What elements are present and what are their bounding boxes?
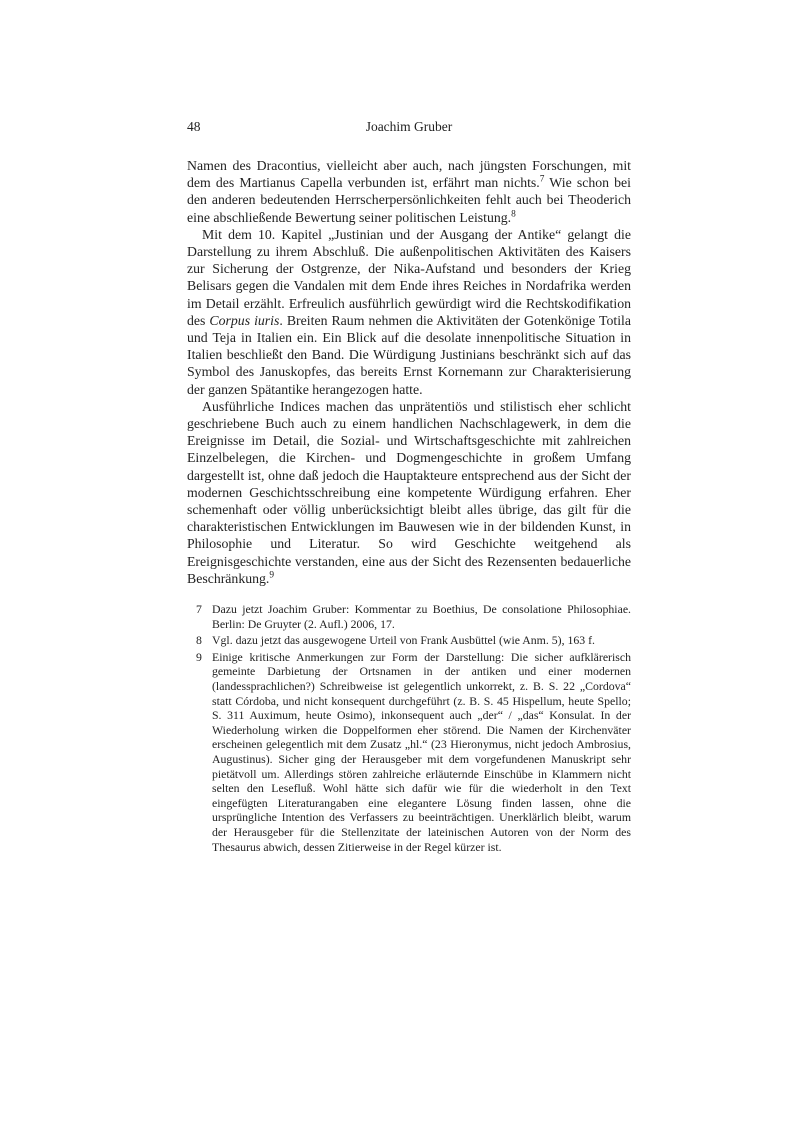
footnote-number: 9 [196, 649, 202, 664]
text-column [187, 118, 631, 856]
italic-text: Corpus iuris [209, 312, 280, 328]
running-title: Joachim Gruber [365, 119, 453, 134]
footnote-text: Einige kritische Anmerkungen zur Form der Darstellung: Die sicher aufklärerisch gemeinte Darbietung der Ortsnamen in der antiken und einer modernen (landessprachlichen?) Schreibweise ist gelegentlich unkorrekt, z. B. S. 22 „Cordova“ statt Córdoba, und nicht konsequent durchgeführt (z. B. S. 45 Hispellum, heute Spello; S. 311 Auximum, heute Osimo), inkonsequent auch „der“ / „das“ Konsulat. In der Wiederholung wirken die Doppelformen eher störend. Die Namen der Kirchenväter erscheinen gelegentlich mit dem Zusatz „hl.“ (23 Hieronymus, nicht jedoch Ambrosius, Augustinus). Sicher ging der Herausgeber mit dem vorgefundenen Manuskript sehr pietätvoll um. Allerdings stören zahlreiche erläuternde Einschübe in Klammern nicht selten den Lesefluß. Wohl hätte sich dafür wie für die wiederholt in den Text eingefügten Literaturangaben eine elegantere Lösung finden lassen, ohne die ursprüngliche Intention des Verfassers zu beeinträchtigen. Unerklärlich bleibt, warum der Herausgeber für die Stellenzitate der lateinischen Autoren von der Norm des Thesaurus abwich, dessen Zitierweise in der Regel kürzer ist. [212, 649, 631, 854]
footnotes [187, 602, 631, 854]
footnote-number: 8 [196, 633, 202, 648]
footnote [187, 633, 631, 648]
paragraph [187, 157, 631, 226]
paragraph [187, 226, 631, 398]
footnote [187, 602, 631, 631]
footnote-marker: 9 [269, 570, 275, 581]
footnote [187, 650, 631, 854]
page-header [187, 118, 631, 135]
footnote-text: Dazu jetzt Joachim Gruber: Kommentar zu Boethius, De consolatione Philosophiae. Berlin: De Gruyter (2. Aufl.) 2006, 17. [212, 602, 631, 631]
paragraph-text: Mit dem 10. Kapitel „Justinian und der Ausgang der Antike“ gelangt die Darstellung zu ihrem Abschluß. Die außenpolitischen Aktivitäten des Kaisers zur Sicherung der Ostgrenze, der Nika-Aufstand und besonders der Krieg Belisars gegen die Vandalen mit dem Ende ihres Reiches in Nordafrika werden im Detail erzählt. Erfreulich ausführlich gewürdigt wird die Rechtskodifikation des [187, 226, 631, 328]
body-text [187, 157, 631, 587]
paragraph [187, 398, 631, 587]
paragraph-text: Wie schon bei den anderen bedeutenden Herrscherpersönlichkeiten fehlt auch bei Theoderich eine abschließende Bewertung seiner politischen Leistung. [187, 175, 631, 225]
page-number: 48 [187, 119, 201, 134]
footnote-marker: 8 [511, 209, 516, 220]
footnote-number: 7 [196, 602, 202, 617]
paragraph-text: Namen des Dracontius, vielleicht aber auch, nach jüngsten Forschungen, mit dem des Martianus Capella verbunden ist, erfährt man nichts. [187, 158, 631, 191]
footnote-marker: 7 [539, 174, 545, 185]
paragraph-text: . Breiten Raum nehmen die Aktivitäten der Gotenkönige Totila und Teja in Italien ein. Ein Blick auf die desolate innenpolitische Situation in Italien beschließt den Band. Die Würdigung Justinians beschränkt sich auf das Symbol des Januskopfes, das bereits Ernst Kornemann zur Charakterisierung der ganzen Spätantike herangezogen hatte. [187, 312, 632, 397]
paragraph-text: Ausführliche Indices machen das unprätentiös und stilistisch eher schlicht geschriebene Buch auch zu einem handlichen Nachschlagewerk, in dem die Ereignisse im Detail, die Sozial- und Wirtschaftsgeschichte mit zahlreichen Einzelbelegen, die Kirchen- und Dogmengeschichte in großem Umfang dargestellt ist, ohne daß jedoch die Hauptakteure entsprechend aus der Sicht der modernen Geschichtsschreibung eine kompetente Würdigung erfahren. Eher schemenhaft oder völlig unberücksichtigt bleibt alles übrige, das gilt für die charakteristischen Entwicklungen im Bauwesen wie in der bildenden Kunst, in Philosophie und Literatur. So wird Geschichte weitgehend als Ereignisgeschichte verstanden, eine aus der Sicht des Rezensenten bedauerliche Beschränkung. [187, 398, 631, 586]
footnote-text: Vgl. dazu jetzt das ausgewogene Urteil von Frank Ausbüttel (wie Anm. 5), 163 f. [212, 633, 595, 648]
